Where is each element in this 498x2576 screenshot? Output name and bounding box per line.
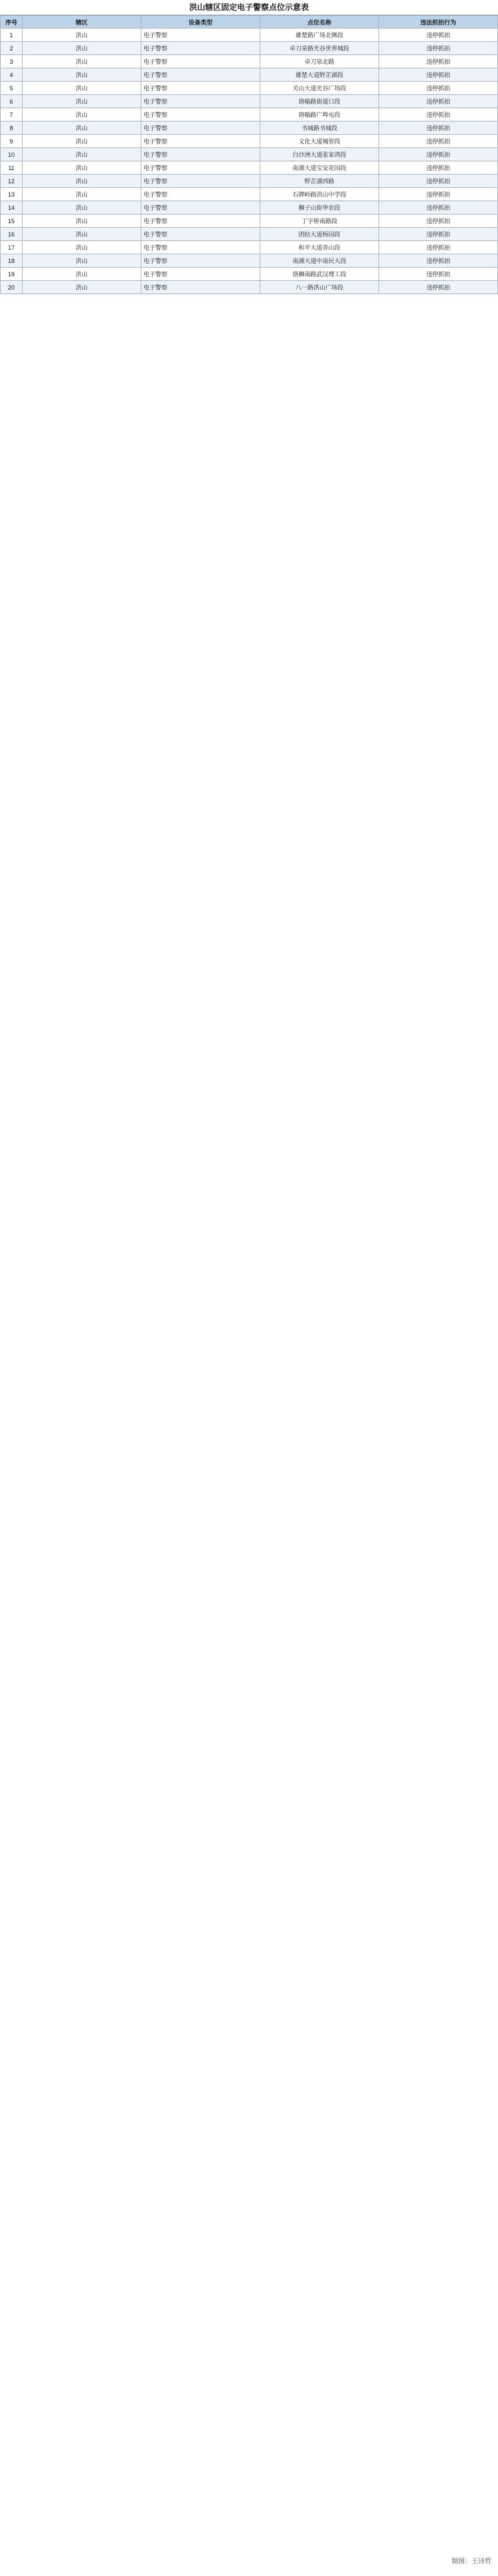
- cell-location: 雄楚路广场北侧段: [260, 29, 379, 42]
- cell-location: 珞喻路街道口段: [260, 95, 379, 108]
- col-header-location: 点位名称: [260, 16, 379, 29]
- cell-area: 洪山: [23, 188, 141, 201]
- cell-location: 雄楚大道野芷湖段: [260, 68, 379, 82]
- cell-violation: 违停抓拍: [379, 228, 498, 241]
- cell-no: 1: [1, 29, 23, 42]
- cell-type: 电子警察: [141, 228, 260, 241]
- cell-area: 洪山: [23, 95, 141, 108]
- cell-type: 电子警察: [141, 281, 260, 294]
- cell-no: 14: [1, 201, 23, 215]
- cell-area: 洪山: [23, 254, 141, 268]
- cell-location: 关山大道光谷广场段: [260, 82, 379, 95]
- cell-no: 4: [1, 68, 23, 82]
- cell-violation: 违停抓拍: [379, 68, 498, 82]
- cell-violation: 违停抓拍: [379, 108, 498, 122]
- cell-location: 卓刀泉路光谷世界城段: [260, 42, 379, 55]
- cell-area: 洪山: [23, 215, 141, 228]
- table-row: [1, 122, 498, 135]
- table-row: [1, 228, 498, 241]
- cell-location: 白沙洲大道张家湾段: [260, 148, 379, 161]
- cell-violation: 违停抓拍: [379, 148, 498, 161]
- cell-violation: 违停抓拍: [379, 42, 498, 55]
- table-row: [1, 68, 498, 82]
- cell-location: 文化大道城管段: [260, 135, 379, 148]
- col-header-no: 序号: [1, 16, 23, 29]
- cell-type: 电子警察: [141, 175, 260, 188]
- cell-type: 电子警察: [141, 268, 260, 281]
- cell-area: 洪山: [23, 29, 141, 42]
- cell-area: 洪山: [23, 175, 141, 188]
- table-body: [1, 29, 498, 294]
- table-row: [1, 268, 498, 281]
- cell-no: 8: [1, 122, 23, 135]
- cell-no: 12: [1, 175, 23, 188]
- table-row: [1, 254, 498, 268]
- cell-no: 15: [1, 215, 23, 228]
- cell-violation: 违停抓拍: [379, 215, 498, 228]
- cell-no: 16: [1, 228, 23, 241]
- table-row: [1, 29, 498, 42]
- cell-area: 洪山: [23, 228, 141, 241]
- table-title: 洪山辖区固定电子警察点位示意表: [0, 0, 498, 15]
- cell-no: 18: [1, 254, 23, 268]
- cell-area: 洪山: [23, 241, 141, 254]
- cell-location: 书城路书城段: [260, 122, 379, 135]
- cell-location: 南湖大道中南民大段: [260, 254, 379, 268]
- cell-type: 电子警察: [141, 188, 260, 201]
- table-row: [1, 241, 498, 254]
- cell-location: 和平大道青山段: [260, 241, 379, 254]
- cell-area: 洪山: [23, 161, 141, 175]
- cell-no: 5: [1, 82, 23, 95]
- cell-no: 20: [1, 281, 23, 294]
- cell-type: 电子警察: [141, 254, 260, 268]
- cell-area: 洪山: [23, 281, 141, 294]
- cell-type: 电子警察: [141, 215, 260, 228]
- cell-location: 珞狮南路武汉理工段: [260, 268, 379, 281]
- cell-area: 洪山: [23, 268, 141, 281]
- table-row: [1, 281, 498, 294]
- cell-violation: 违停抓拍: [379, 281, 498, 294]
- table-row: [1, 201, 498, 215]
- cell-violation: 违停抓拍: [379, 82, 498, 95]
- cell-no: 17: [1, 241, 23, 254]
- cell-violation: 违停抓拍: [379, 201, 498, 215]
- col-header-type: 设备类型: [141, 16, 260, 29]
- table-row: [1, 108, 498, 122]
- cell-location: 八一路洪山广场段: [260, 281, 379, 294]
- cell-no: 9: [1, 135, 23, 148]
- cell-area: 洪山: [23, 82, 141, 95]
- cell-violation: 违停抓拍: [379, 122, 498, 135]
- table-row: [1, 188, 498, 201]
- cell-violation: 违停抓拍: [379, 29, 498, 42]
- cell-violation: 违停抓拍: [379, 95, 498, 108]
- col-header-area: 辖区: [23, 16, 141, 29]
- cell-violation: 违停抓拍: [379, 55, 498, 68]
- cell-type: 电子警察: [141, 241, 260, 254]
- cell-no: 10: [1, 148, 23, 161]
- cell-violation: 违停抓拍: [379, 175, 498, 188]
- cell-no: 2: [1, 42, 23, 55]
- cell-location: 珞喻路广埠屯段: [260, 108, 379, 122]
- table-row: [1, 95, 498, 108]
- cell-location: 丁字桥南路段: [260, 215, 379, 228]
- cell-location: 南湖大道宝安花园段: [260, 161, 379, 175]
- cell-type: 电子警察: [141, 122, 260, 135]
- cell-location: 团结大道杨园段: [260, 228, 379, 241]
- cell-location: 野芷湖西路: [260, 175, 379, 188]
- cell-area: 洪山: [23, 148, 141, 161]
- cell-location: 石牌岭路洪山中学段: [260, 188, 379, 201]
- cell-violation: 违停抓拍: [379, 188, 498, 201]
- cell-area: 洪山: [23, 108, 141, 122]
- cell-type: 电子警察: [141, 135, 260, 148]
- table-row: [1, 175, 498, 188]
- cell-area: 洪山: [23, 42, 141, 55]
- cell-type: 电子警察: [141, 29, 260, 42]
- cell-no: 6: [1, 95, 23, 108]
- cell-violation: 违停抓拍: [379, 254, 498, 268]
- table-row: [1, 42, 498, 55]
- table-row: [1, 82, 498, 95]
- cell-no: 11: [1, 161, 23, 175]
- cell-area: 洪山: [23, 122, 141, 135]
- cell-no: 13: [1, 188, 23, 201]
- table-row: [1, 55, 498, 68]
- table-row: [1, 161, 498, 175]
- cell-violation: 违停抓拍: [379, 135, 498, 148]
- cell-location: 狮子山街华农段: [260, 201, 379, 215]
- cell-type: 电子警察: [141, 161, 260, 175]
- col-header-violation: 违法抓拍行为: [379, 16, 498, 29]
- cell-violation: 违停抓拍: [379, 268, 498, 281]
- cell-type: 电子警察: [141, 82, 260, 95]
- cell-type: 电子警察: [141, 95, 260, 108]
- cell-area: 洪山: [23, 135, 141, 148]
- cell-no: 19: [1, 268, 23, 281]
- cell-area: 洪山: [23, 201, 141, 215]
- footer-note: 制图：王诗哲: [452, 2558, 491, 2565]
- cell-no: 7: [1, 108, 23, 122]
- header-row: [1, 16, 498, 29]
- cell-type: 电子警察: [141, 201, 260, 215]
- enforcement-table: [0, 15, 498, 294]
- cell-type: 电子警察: [141, 148, 260, 161]
- cell-type: 电子警察: [141, 55, 260, 68]
- cell-type: 电子警察: [141, 42, 260, 55]
- cell-area: 洪山: [23, 55, 141, 68]
- cell-type: 电子警察: [141, 68, 260, 82]
- cell-violation: 违停抓拍: [379, 161, 498, 175]
- table-row: [1, 215, 498, 228]
- cell-no: 3: [1, 55, 23, 68]
- cell-violation: 违停抓拍: [379, 241, 498, 254]
- cell-location: 卓刀泉北路: [260, 55, 379, 68]
- table-row: [1, 148, 498, 161]
- cell-area: 洪山: [23, 68, 141, 82]
- table-row: [1, 135, 498, 148]
- cell-type: 电子警察: [141, 108, 260, 122]
